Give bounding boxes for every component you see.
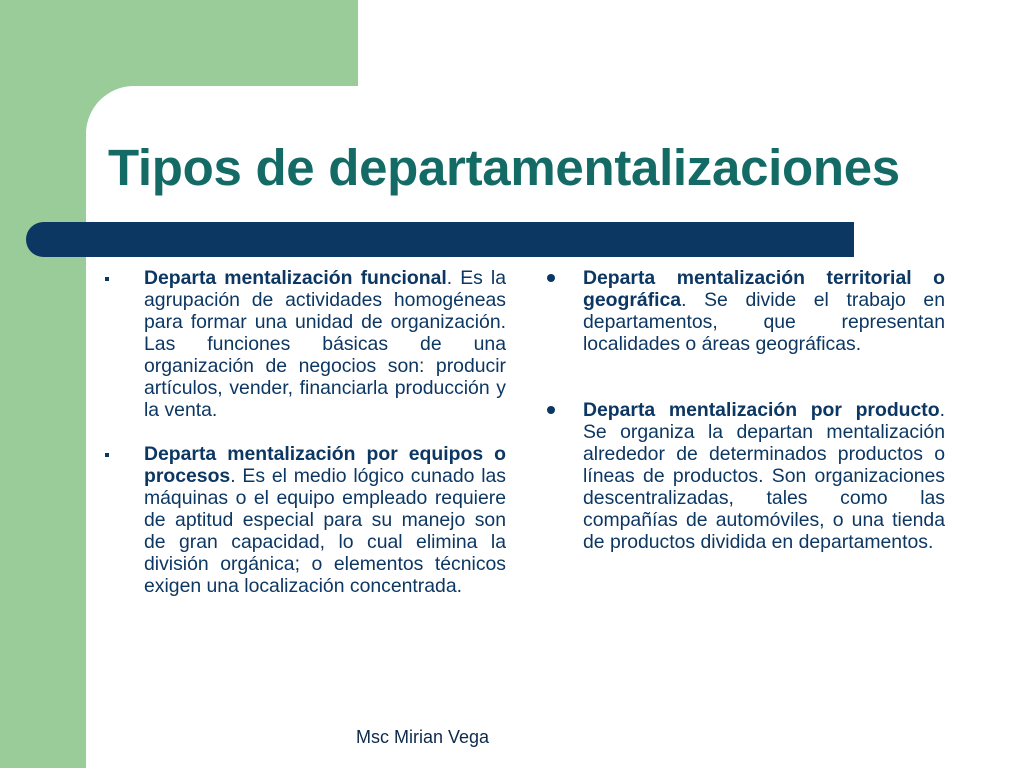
slide-title: Tipos de departamentalizaciones: [108, 139, 900, 196]
item-heading: Departa mentalización por producto: [583, 399, 940, 421]
item-text: . Se divide el trabajo en departamentos, que representan localidades o áreas geográficas.: [583, 289, 945, 355]
list-item-territorial: [542, 267, 945, 355]
list-item-procesos: [103, 443, 506, 597]
item-text: . Se organiza la departan mentalización alrededor de determinados productos o líneas de productos. Son organizaciones descentralizadas, tales como las compañías de automóviles, o una tienda de productos dividida en departamentos.: [583, 399, 945, 553]
footer-author: Msc Mirian Vega: [356, 727, 490, 747]
item-text: . Es el medio lógico cunado las máquinas o el equipo empleado requiere de aptitud especial para su manejo son de gran capacidad, lo cual elimina la división orgánica; o elementos técnicos exigen una localización concentrada.: [144, 465, 506, 597]
list-item-funcional: [103, 267, 506, 421]
left-column: [103, 267, 506, 597]
item-heading: Departa mentalización funcional: [144, 267, 447, 289]
list-item-producto: [542, 399, 945, 553]
item-heading: Departa mentalización territorial o geográfica: [583, 267, 945, 311]
item-text: . Es la agrupación de actividades homogéneas para formar una unidad de organización. Las funciones básicas de una organización de negocios son: producir artículos, vender, financiarla producción y la venta.: [144, 267, 506, 421]
title-underline-bar: [26, 222, 854, 257]
right-column: [542, 267, 945, 553]
item-heading: Departa mentalización por equipos o procesos: [144, 443, 506, 487]
